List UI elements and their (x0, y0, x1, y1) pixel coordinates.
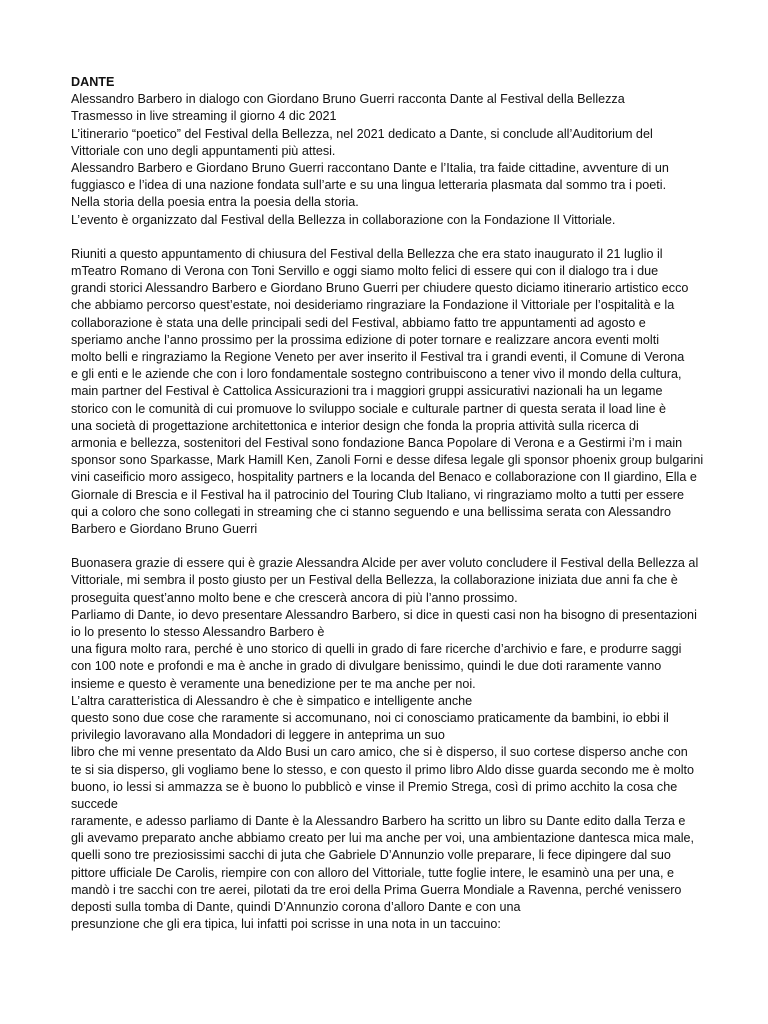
text-line: fuggiasco e l’idea di una nazione fondata sull’arte e su una lingua letteraria plasmata dal sommo tra i poeti. (71, 178, 667, 193)
text-line: armonia e bellezza, sostenitori del Festival sono fondazione Banca Popolare di Verona e a Gestirmi i’m i main (71, 435, 683, 450)
text-line: vini caseificio moro assigeco, hospitality partners e la locanda del Benaco e collaborazione con Il giardino, Ella e (71, 470, 697, 485)
text-line: deposti sulla tomba di Dante, quindi D’Annunzio corona d’alloro Dante e con una (71, 900, 521, 914)
text-line: pittore ufficiale De Carolis, riempire con con alloro del Vittoriale, tutte foglie intere, le esaminò una per una, e (71, 865, 674, 880)
text-line: main partner del Festival è Cattolica Assicurazioni tra i maggiori gruppi assicurativi nazionali ha un legame (71, 384, 663, 399)
text-line: una società di progettazione architettonica e interior design che fonda la propria attività sulla ricerca di (71, 418, 639, 433)
text-line: sponsor sono Sparkasse, Mark Hamill Ken, Zanoli Forni e desse difesa legale gli sponsor phoenix group bulgarini (71, 453, 704, 468)
text-line: quelli sono tre preziosissimi sacchi di juta che Gabriele D’Annunzio volle preparare, li fece dipingere dal suo (71, 848, 671, 863)
text-line: Buonasera grazie di essere qui è grazie Alessandra Alcide per aver voluto concludere il Festival della Bellezza al (71, 556, 699, 571)
text-line: Parliamo di Dante, io devo presentare Alessandro Barbero, si dice in questi casi non ha bisogno di presentazioni (71, 607, 697, 622)
text-line: Riuniti a questo appuntamento di chiusura del Festival della Bellezza che era stato inaugurato il 21 luglio il (71, 246, 663, 261)
text-line: e gli enti e le aziende che con i loro fondamentale sostegno contribuiscono a tener vivo il mondo della cultura, (71, 367, 682, 382)
text-line: Trasmesso in live streaming il giorno 4 dic 2021 (71, 109, 337, 124)
document-page (71, 74, 711, 933)
text-line: Giornale di Brescia e il Festival ha il patrocinio del Touring Club Italiano, vi ringraziamo molto a tutti per essere (71, 487, 684, 502)
text-line: te si sia disperso, gli vogliamo bene lo stesso, e con questo il primo libro Aldo disse guarda secondo me è molto (71, 762, 695, 777)
text-line: speriamo anche l’anno prossimo per la prossima edizione di poter tornare e realizzare ancora eventi molti (71, 332, 660, 347)
text-line: grandi storici Alessandro Barbero e Giordano Bruno Guerri per chiudere questo diciamo itinerario artistico ecco (71, 281, 689, 296)
text-line: Nella storia della poesia entra la poesia della storia. (71, 195, 359, 210)
opening-speech-paragraph (71, 246, 711, 538)
text-line: presunzione che gli era tipica, lui infatti poi scrisse in una nota in un taccuino: (71, 917, 501, 932)
text-line: proseguita quest’anno molto bene e che crescerà ancora di più l’anno prossimo. (71, 590, 518, 605)
text-line: libro che mi venne presentato da Aldo Busi un caro amico, che si è disperso, il suo cortese disperso anche con (71, 745, 688, 760)
text-line: questo sono due cose che raramente si accomunano, noi ci conosciamo praticamente da bambini, io ebbi il (71, 710, 669, 725)
text-line: qui a coloro che sono collegati in streaming che ci stanno seguendo e una bellissima serata con Alessandro (71, 504, 671, 519)
text-line: raramente, e adesso parliamo di Dante è la Alessandro Barbero ha scritto un libro su Dante edito dalla Terza e (71, 814, 686, 829)
paragraph-gap (71, 538, 711, 555)
text-line: mandò i tre sacchi con tre aerei, pilotati da tre eroi della Prima Guerra Mondiale a Ravenna, perché venissero (71, 882, 682, 897)
text-line: Vittoriale, mi sembra il posto giusto per un Festival della Bellezza, la collaborazione iniziata due anni fa che è (71, 573, 678, 588)
text-line: L’evento è organizzato dal Festival della Bellezza in collaborazione con la Fondazione Il Vittoriale. (71, 212, 616, 227)
paragraph-gap (71, 229, 711, 246)
text-line: mTeatro Romano di Verona con Toni Servillo e oggi siamo molto felici di essere qui con il dialogo tra i due (71, 264, 659, 279)
text-line: Alessandro Barbero e Giordano Bruno Guerri raccontano Dante e l’Italia, tra faide cittadine, avventure di un (71, 160, 669, 175)
text-line: con 100 note e profondi e ma è anche in grado di divulgare benissimo, quindi le due doti raramente vanno (71, 659, 662, 674)
text-line: buono, io lessi si ammazza se è buono lo pubblicò e vinse il Premio Strega, così di primo acchito la cosa che (71, 779, 678, 794)
text-line: succede (71, 796, 118, 811)
text-line: una figura molto rara, perché è uno storico di quelli in grado di fare ricerche d’archivio e fare, e produrre saggi (71, 642, 682, 657)
text-line: che abbiamo percorso quest’estate, noi desideriamo ringraziare la Fondazione il Vittoriale per l’ospitalità e la (71, 298, 675, 313)
text-line: L’itinerario “poetico” del Festival della Bellezza, nel 2021 dedicato a Dante, si conclude all’Auditorium del (71, 126, 653, 141)
text-line: io lo presento lo stesso Alessandro Barbero è (71, 625, 325, 639)
text-line: gli avevamo preparato anche abbiamo creato per lui ma anche per voi, una ambientazione dantesca mica male, (71, 831, 695, 846)
guerri-speech-paragraph (71, 555, 711, 933)
text-line: molto belli e ringraziamo la Regione Veneto per aver inserito il Festival tra i grandi eventi, il Comune di Verona (71, 350, 685, 364)
text-line: privilegio lavoravano alla Mondadori di leggere in anteprima un suo (71, 728, 445, 743)
text-line: collaborazione è stata una delle principali sedi del Festival, abbiamo fatto tre appuntamenti ad agosto e (71, 315, 646, 330)
intro-paragraph (71, 91, 711, 229)
document-title: DANTE (71, 75, 115, 89)
text-line: L’altra caratteristica di Alessandro è che è simpatico e intelligente anche (71, 693, 473, 708)
text-line: storico con le comunità di cui promuove lo sviluppo sociale e culturale partner di questa serata il load line è (71, 401, 667, 416)
text-line: Vittoriale con uno degli appuntamenti più attesi. (71, 143, 336, 158)
text-line: insieme e questo è veramente una benedizione per te ma anche per noi. (71, 676, 476, 691)
text-line: Alessandro Barbero in dialogo con Giordano Bruno Guerri racconta Dante al Festival della Bellezza (71, 92, 625, 107)
text-line: Barbero e Giordano Bruno Guerri (71, 521, 258, 536)
